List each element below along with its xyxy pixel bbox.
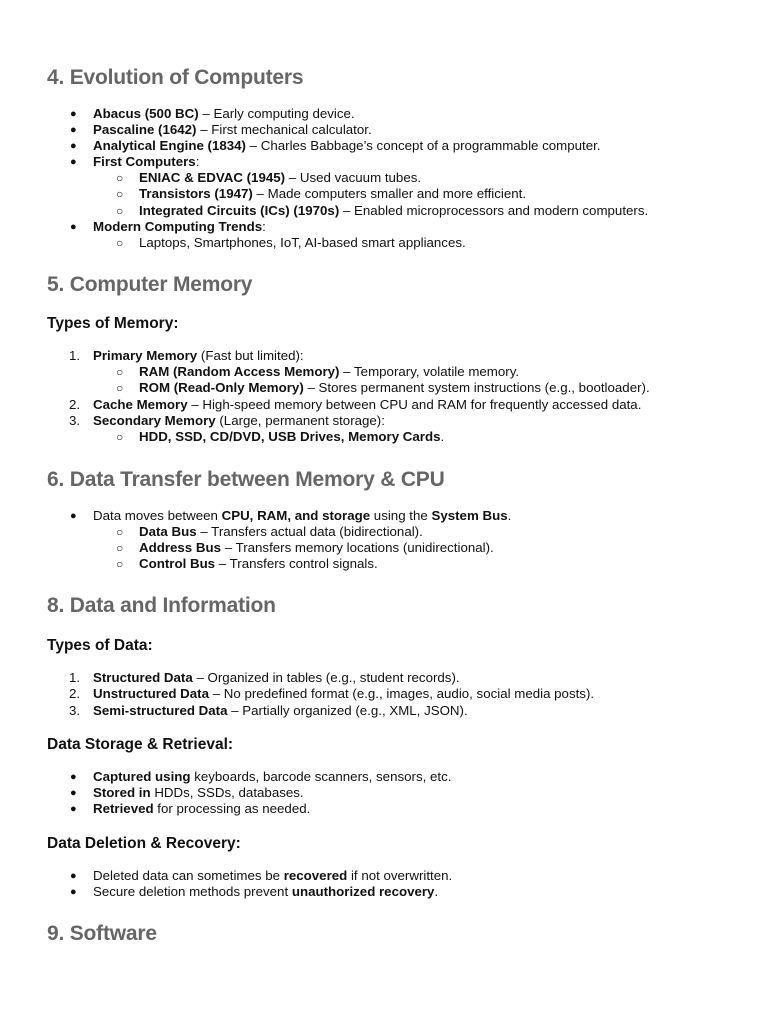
bullet-icon: ● [70,803,77,815]
section-5-heading: 5. Computer Memory [47,273,253,296]
list-item: Semi-structured Data – Partially organized (e.g., XML, JSON). [93,703,468,718]
circle-bullet-icon: ○ [116,187,124,201]
bullet-icon: ● [70,156,77,168]
list-number: 1. [69,670,81,685]
list-item: Structured Data – Organized in tables (e.g., student records). [93,670,460,685]
list-item: Modern Computing Trends: [93,219,266,234]
bullet-icon: ● [70,140,77,152]
bullet-icon: ● [70,771,77,783]
circle-bullet-icon: ○ [116,381,124,395]
list-item: Stored in HDDs, SSDs, databases. [93,785,304,800]
list-item: Retrieved for processing as needed. [93,801,311,816]
circle-bullet-icon: ○ [116,541,124,555]
types-of-data-subheading: Types of Data: [47,637,153,654]
bullet-icon: ● [70,870,77,882]
types-of-memory-subheading: Types of Memory: [47,315,179,332]
list-item: Laptops, Smartphones, IoT, AI-based smart appliances. [139,235,466,250]
list-number: 2. [69,397,81,412]
bullet-icon: ● [70,124,77,136]
data-storage-subheading: Data Storage & Retrieval: [47,736,234,753]
circle-bullet-icon: ○ [116,430,124,444]
section-4-heading: 4. Evolution of Computers [47,66,304,89]
list-item: Cache Memory – High-speed memory between CPU and RAM for frequently accessed data. [93,397,642,412]
list-item: Integrated Circuits (ICs) (1970s) – Enabled microprocessors and modern computers. [139,203,649,218]
list-item: ENIAC & EDVAC (1945) – Used vacuum tubes. [139,170,422,185]
bullet-icon: ● [70,108,77,120]
list-item: Transistors (1947) – Made computers smaller and more efficient. [139,186,527,201]
circle-bullet-icon: ○ [116,525,124,539]
list-item: Control Bus – Transfers control signals. [139,556,378,571]
list-item: Secondary Memory (Large, permanent storage): [93,413,385,428]
circle-bullet-icon: ○ [116,236,124,250]
list-number: 3. [69,703,81,718]
list-item: Primary Memory (Fast but limited): [93,348,304,363]
list-number: 2. [69,686,81,701]
list-item: Secure deletion methods prevent unauthorized recovery. [93,884,439,899]
circle-bullet-icon: ○ [116,557,124,571]
list-item: Pascaline (1642) – First mechanical calculator. [93,122,372,137]
bullet-icon: ● [70,221,77,233]
section-8-heading: 8. Data and Information [47,594,276,617]
list-item: Data moves between CPU, RAM, and storage using the System Bus. [93,508,512,523]
list-item: First Computers: [93,154,200,169]
bullet-icon: ● [70,510,77,522]
list-item: Data Bus – Transfers actual data (bidirectional). [139,524,423,539]
data-deletion-subheading: Data Deletion & Recovery: [47,835,241,852]
bullet-icon: ● [70,886,77,898]
list-item: Deleted data can sometimes be recovered if not overwritten. [93,868,453,883]
list-item: ROM (Read-Only Memory) – Stores permanent system instructions (e.g., bootloader). [139,380,650,395]
list-item: Unstructured Data – No predefined format (e.g., images, audio, social media posts). [93,686,595,701]
list-item: Abacus (500 BC) – Early computing device. [93,106,355,121]
section-6-heading: 6. Data Transfer between Memory & CPU [47,468,445,491]
list-number: 3. [69,413,81,428]
section-9-heading: 9. Software [47,922,157,945]
circle-bullet-icon: ○ [116,365,124,379]
circle-bullet-icon: ○ [116,204,124,218]
list-item: HDD, SSD, CD/DVD, USB Drives, Memory Cards. [139,429,445,444]
circle-bullet-icon: ○ [116,171,124,185]
list-item: Analytical Engine (1834) – Charles Babbage’s concept of a programmable computer. [93,138,601,153]
bullet-icon: ● [70,787,77,799]
list-item: RAM (Random Access Memory) – Temporary, volatile memory. [139,364,520,379]
list-item: Address Bus – Transfers memory locations (unidirectional). [139,540,494,555]
list-number: 1. [69,348,81,363]
list-item: Captured using keyboards, barcode scanners, sensors, etc. [93,769,452,784]
